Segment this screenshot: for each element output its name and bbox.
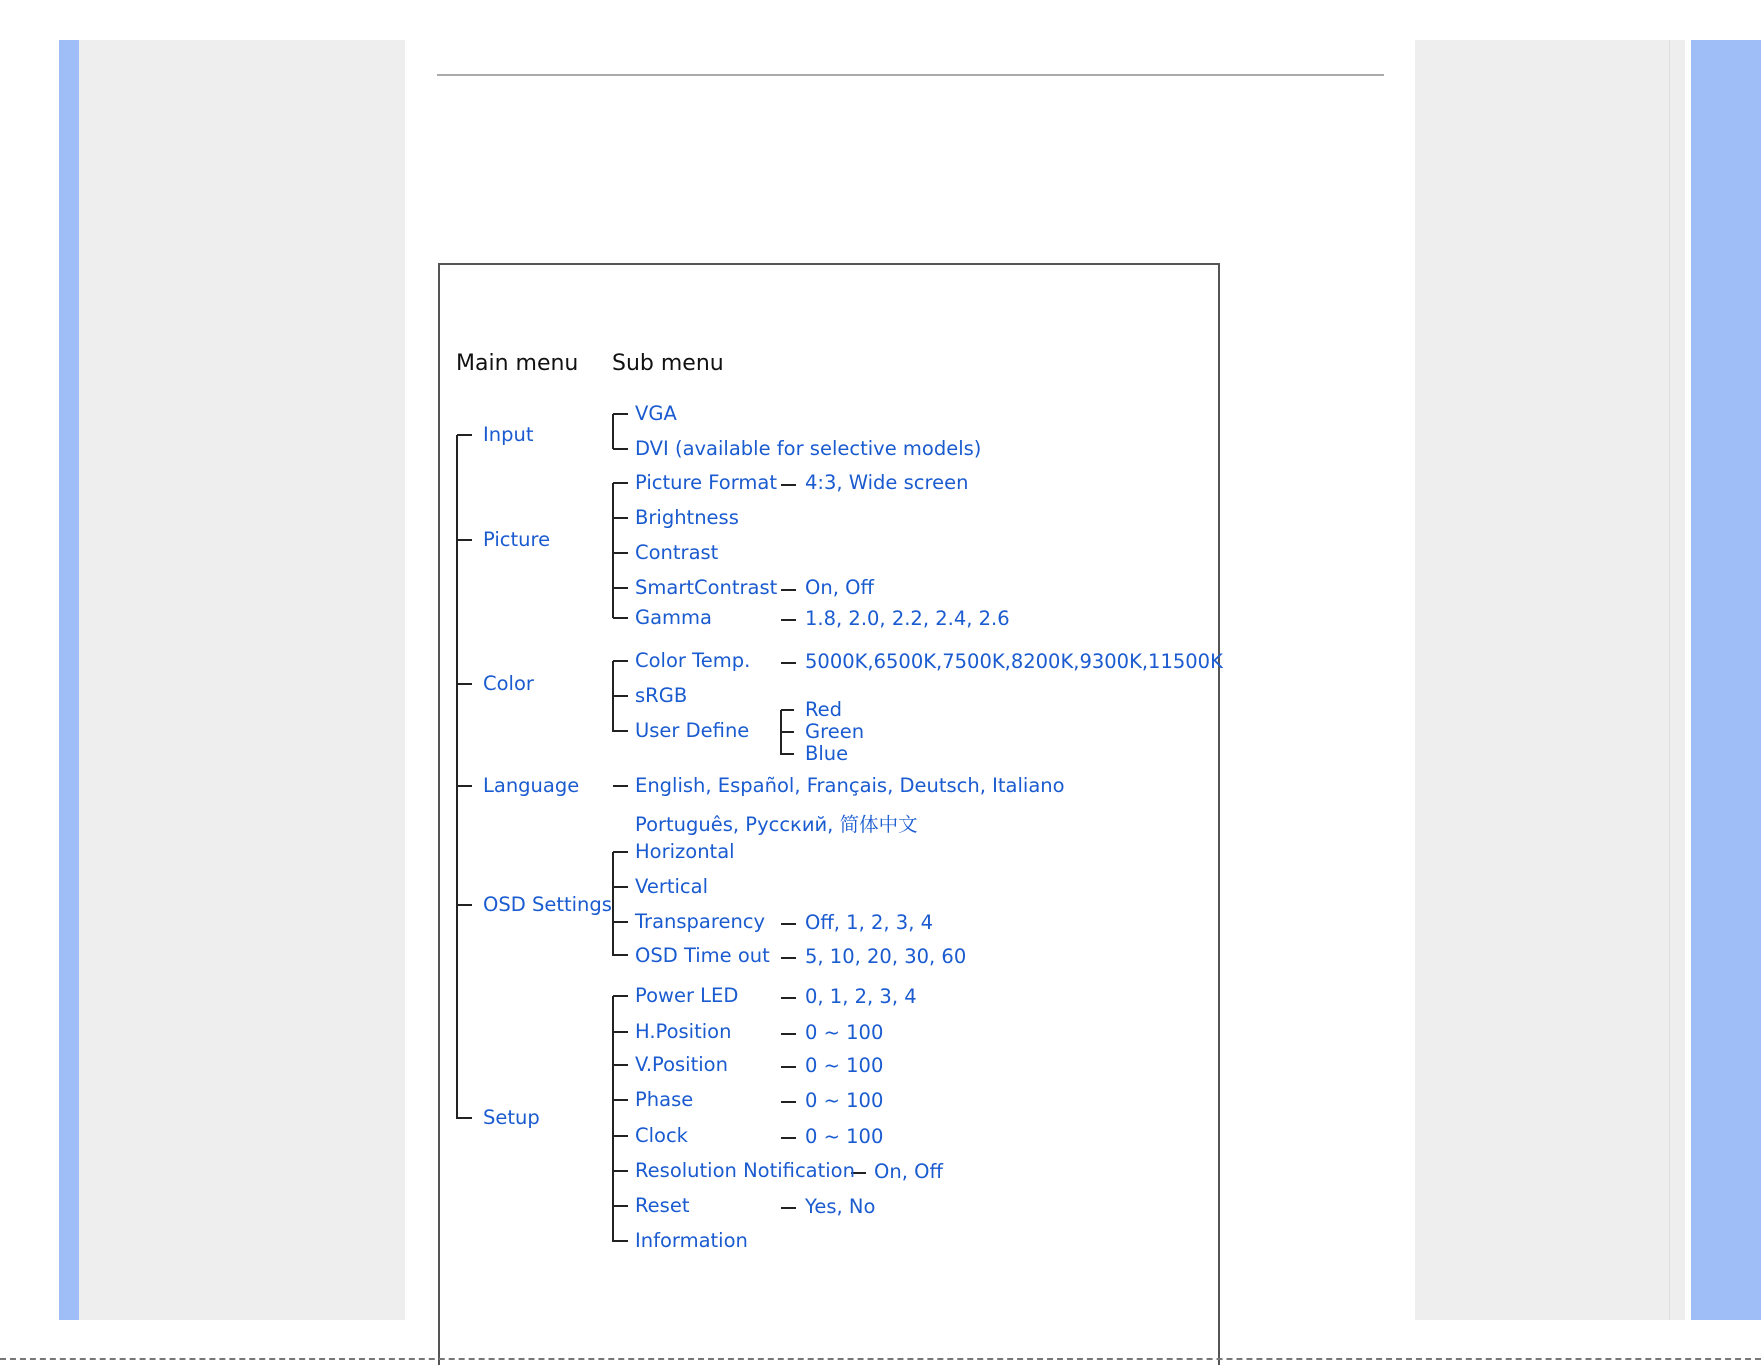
main-item-color: Color bbox=[483, 672, 534, 695]
picture-format-values: 4:3, Wide screen bbox=[805, 471, 969, 494]
power-led-values: 0, 1, 2, 3, 4 bbox=[805, 985, 917, 1008]
v-position-values: 0 ~ 100 bbox=[805, 1054, 884, 1077]
user-define-green: Green bbox=[805, 720, 865, 743]
left-accent-stripe bbox=[59, 40, 79, 1320]
horizontal-rule bbox=[437, 74, 1384, 76]
osd-time-out-values: 5, 10, 20, 30, 60 bbox=[805, 945, 967, 968]
sub-item-color-temp: Color Temp. bbox=[635, 649, 751, 672]
main-item-input: Input bbox=[483, 423, 534, 446]
sub-item-resolution-notification: Resolution Notification bbox=[635, 1159, 855, 1182]
sub-item-reset: Reset bbox=[635, 1194, 690, 1217]
sub-menu-header: Sub menu bbox=[612, 351, 724, 376]
main-item-language: Language bbox=[483, 774, 580, 797]
scroll-track-divider bbox=[1669, 40, 1670, 1320]
sub-item-information: Information bbox=[635, 1229, 748, 1252]
h-position-values: 0 ~ 100 bbox=[805, 1021, 884, 1044]
left-margin bbox=[79, 40, 405, 1320]
language-list-line2: Português, Русский, 简体中文 bbox=[635, 813, 918, 836]
language-list-line1: English, Español, Français, Deutsch, Italiano bbox=[635, 774, 1065, 797]
right-margin bbox=[1415, 40, 1685, 1320]
color-temp-values: 5000K,6500K,7500K,8200K,9300K,11500K bbox=[805, 650, 1223, 673]
main-item-osd-settings: OSD Settings bbox=[483, 893, 612, 916]
sub-item-horizontal: Horizontal bbox=[635, 840, 735, 863]
right-accent-stripe bbox=[1691, 40, 1761, 1320]
sub-item-srgb: sRGB bbox=[635, 684, 688, 707]
sub-item-user-define: User Define bbox=[635, 719, 750, 742]
main-item-picture: Picture bbox=[483, 528, 551, 551]
sub-item-v-position: V.Position bbox=[635, 1053, 728, 1076]
main-menu-header: Main menu bbox=[456, 351, 579, 376]
sub-item-power-led: Power LED bbox=[635, 984, 739, 1007]
clock-values: 0 ~ 100 bbox=[805, 1125, 884, 1148]
main-item-setup: Setup bbox=[483, 1106, 540, 1129]
page-break-rule bbox=[0, 1358, 1761, 1360]
sub-item-dvi: DVI (available for selective models) bbox=[635, 437, 982, 460]
gamma-values: 1.8, 2.0, 2.2, 2.4, 2.6 bbox=[805, 607, 1010, 630]
sub-item-osd-time-out: OSD Time out bbox=[635, 944, 770, 967]
smartcontrast-values: On, Off bbox=[805, 576, 874, 599]
transparency-values: Off, 1, 2, 3, 4 bbox=[805, 911, 933, 934]
sub-item-vertical: Vertical bbox=[635, 875, 708, 898]
sub-item-vga: VGA bbox=[635, 402, 677, 425]
sub-item-smartcontrast: SmartContrast bbox=[635, 576, 778, 599]
sub-item-contrast: Contrast bbox=[635, 541, 719, 564]
reset-values: Yes, No bbox=[805, 1195, 876, 1218]
sub-item-phase: Phase bbox=[635, 1088, 694, 1111]
sub-item-gamma: Gamma bbox=[635, 606, 713, 629]
sub-item-transparency: Transparency bbox=[635, 910, 766, 933]
resolution-notification-values: On, Off bbox=[874, 1160, 943, 1183]
sub-item-h-position: H.Position bbox=[635, 1020, 732, 1043]
sub-item-clock: Clock bbox=[635, 1124, 688, 1147]
user-define-red: Red bbox=[805, 698, 843, 721]
osd-menu-diagram bbox=[438, 263, 1223, 1365]
user-define-blue: Blue bbox=[805, 742, 849, 765]
phase-values: 0 ~ 100 bbox=[805, 1089, 884, 1112]
sub-item-brightness: Brightness bbox=[635, 506, 739, 529]
sub-item-picture-format: Picture Format bbox=[635, 471, 777, 494]
